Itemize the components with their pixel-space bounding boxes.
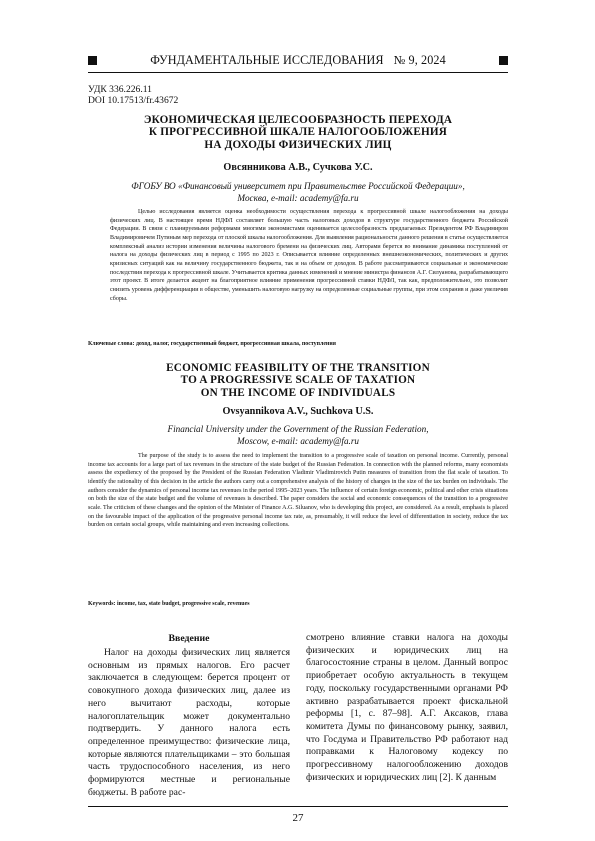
en-title-line: TO A PROGRESSIVE SCALE OF TAXATION: [180, 374, 416, 387]
ru-title-line: НА ДОХОДЫ ФИЗИЧЕСКИХ ЛИЦ: [204, 138, 392, 151]
en-keywords-label: Keywords:: [88, 601, 116, 607]
en-keywords-list: income, tax, state budget, progressive scale, revenues: [115, 601, 250, 607]
page-number: 27: [292, 812, 304, 824]
body-paragraph: Налог на доходы физических лиц является основным из прямых налогов. Его расчет заключается в следующем: берется процент от совокупного дохода физических лиц, далее из него вычитают расходы, которые налогоплательщик может документально подтвердить. У данного налога есть определенное преимущество: физические лица, которые являются плательщиками – это большая часть трудоспособного населения, из него формируются местные и региональные бюджеты. В работе рас-: [88, 647, 290, 798]
ru-keywords: [88, 340, 508, 348]
ru-affiliation-email: Москва, e-mail: academy@fa.ru: [237, 192, 359, 203]
ru-title: [88, 114, 508, 151]
doi: DOI 10.17513/fr.43672: [88, 95, 179, 106]
udk-code: УДК 336.226.11: [88, 84, 152, 95]
journal-header: [88, 52, 508, 68]
en-authors: Ovsyannikova A.V., Suchkova U.S.: [222, 406, 374, 417]
journal-issue: № 9, 2024: [393, 52, 446, 67]
journal-header-text: [150, 53, 446, 68]
en-affiliation: [88, 424, 508, 447]
en-abstract: The purpose of the study is to assess the need to implement the transition to a progressive scale of taxation on personal income. Currently, personal income tax accounts for a large part of tax revenues in the structure of the state budget of the Russian Federation. In connection with the planned reforms, many economists assess the expediency of the proposed by the President of the Russian Federation Vladimir Vladimirovich Putin measures of transition from the flat scale of taxation. To identify the rationality of this decision in the article the authors carry out a comprehensive analysis of the history of changes in the size of the tax burden on individuals. The authors consider the dynamics of personal income tax revenues in the period 1995–2023 years. The influence of certain foreign economic, political and other crisis situations on both the size of the state budget and the volume of revenues is described. The paper considers the social and economic consequences of the transition to a progressive scale. The criticism of these changes and the opinion of the Minister of Finance A.G. Siluanov, who is developing this project, are considered. As a result, emphasis is placed on the favourable impact of the application of the progressive personal income tax rate, as, presumably, it will reduce the level of differentiation in society, reduce the tax burden on certain social groups, while maintaining and even increasing collections.: [88, 453, 508, 529]
en-affiliation-line: Financial University under the Government of the Russian Federation,: [167, 424, 429, 434]
journal-name: ФУНДАМЕНТАЛЬНЫЕ ИССЛЕДОВАНИЯ: [150, 52, 384, 67]
ru-title-line: К ПРОГРЕССИВНОЙ ШКАЛЕ НАЛОГООБЛОЖЕНИЯ: [148, 126, 448, 139]
ru-keywords-label: Ключевые слова:: [88, 341, 135, 347]
body-left-column: [88, 647, 290, 799]
en-title-line: ON THE INCOME OF INDIVIDUALS: [200, 386, 396, 399]
body-right-column: [306, 632, 508, 784]
ru-affiliation: [88, 181, 508, 204]
ru-affiliation-line: ФГОБУ ВО «Финансовый университет при Правительстве Российской Федерации»,: [131, 181, 465, 191]
header-rule: [88, 72, 508, 73]
en-title: [88, 362, 508, 399]
footer-rule: [88, 806, 508, 807]
ru-keywords-list: доход, налог, государственный бюджет, прогрессивная шкала, поступления: [134, 341, 336, 347]
body-paragraph: смотрено влияние ставки налога на доходы физических и юридических лиц на благосостояние страны в целом. Данный вопрос приобретает особую актуальность в текущем году, поскольку государственными органами РФ активно разрабатывается проект фискальной реформы [1, с. 87–98]. А.Г. Аксаков, глава комитета Думы по финансовому рынку, заявил, что Госдума и Правительство РФ работают над поправками к Налоговому кодексу по прогрессивному налогообложению доходов физических и юридических лиц [2]. К данным: [306, 632, 508, 783]
ru-abstract: Целью исследования является оценка необходимости осуществления перехода к прогрессивной шкале налогообложения на доходы физических лиц. В настоящее время НДФЛ составляет большую часть налоговых доходов в структуре государственного бюджета Российской Федерации. В связи с планируемыми реформами многими экономистами оценивается целесообразность предлагаемых Президентом РФ Владимиром Владимировичем Путиным мер перехода от плоской шкалы налогообложения. Для выявления рациональности данного решения в статье осуществляется комплексный анализ истории изменения величины налогового бремени на физических лиц. Авторами берется во внимание динамика поступлений от налога на доходы физических лиц в период с 1995 по 2023 г. Описывается влияние определенных внешнеэкономических, политических и других кризисных ситуаций как на величину государственного бюджета, так и на объем от доходов. В работе рассматриваются социальные и экономические последствия перехода к прогрессивной шкале. Учитывается критика данных изменений и мнение министра финансов А.Г. Силуанова, разрабатывающего этот проект. В итоге делается акцент на благоприятное влияние применения прогрессивной ставки НДФЛ, так как, предположительно, это позволит снизить уровень дифференциации в обществе, уменьшить налоговую нагрузку на определенные социальные группы, при этом сохранив и даже увеличив сборы.: [110, 209, 508, 302]
en-title-line: ECONOMIC FEASIBILITY OF THE TRANSITION: [166, 362, 430, 374]
square-bullet-icon: [499, 56, 508, 65]
en-affiliation-email: Moscow, e-mail: academy@fa.ru: [236, 435, 360, 446]
ru-authors: Овсянникова А.В., Сучкова У.С.: [223, 162, 373, 173]
section-title: Введение: [168, 633, 210, 644]
square-bullet-icon: [88, 56, 97, 65]
en-keywords: [88, 600, 508, 608]
ru-title-line: ЭКОНОМИЧЕСКАЯ ЦЕЛЕСООБРАЗНОСТЬ ПЕРЕХОДА: [143, 114, 453, 126]
